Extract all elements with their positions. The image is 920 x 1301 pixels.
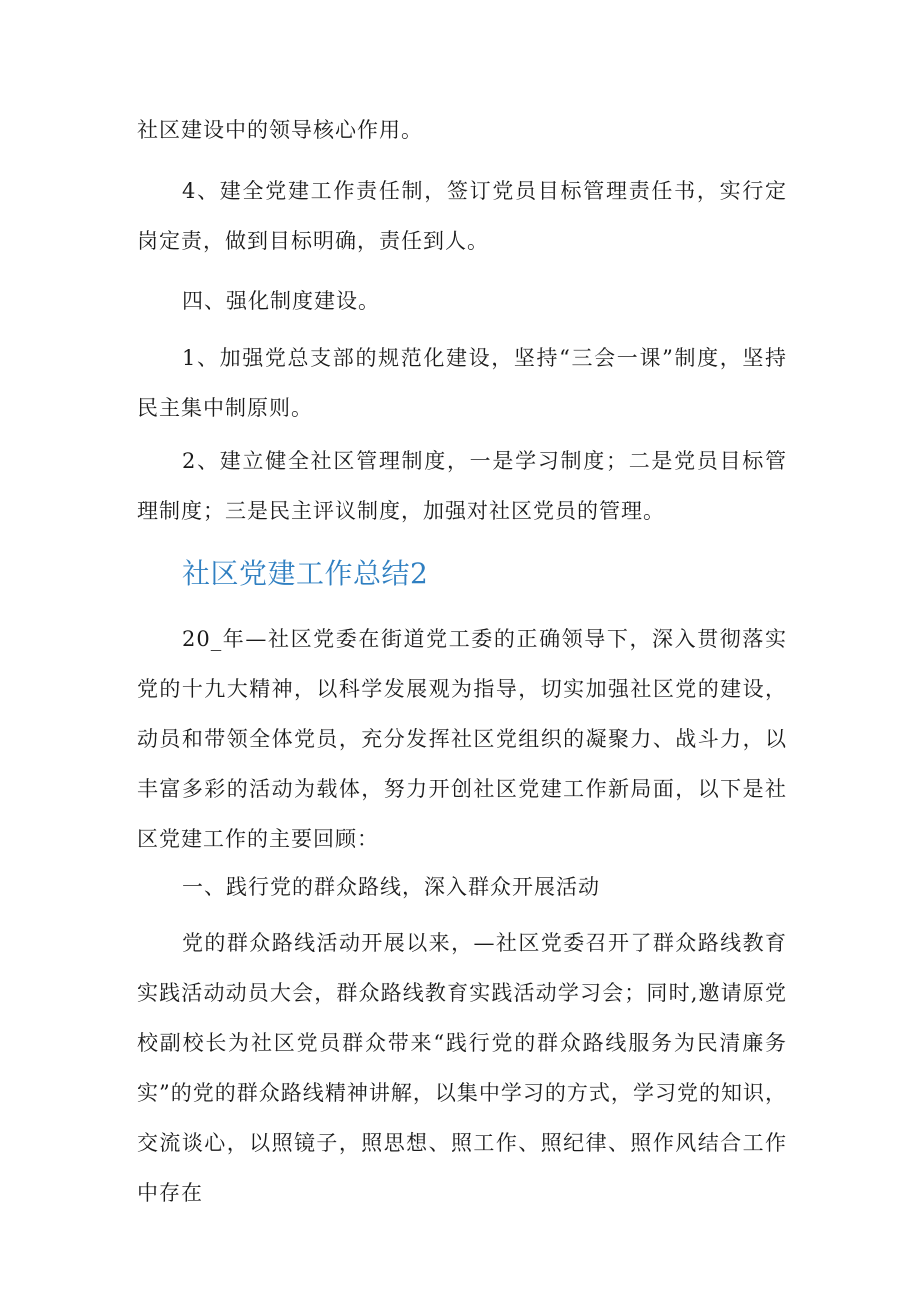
section-title: 社区党建工作总结2 [182, 557, 429, 590]
paragraph-item-2: 2、建立健全社区管理制度，一是学习制度；二是党员目标管理制度；三是民主评议制度，加强对社区党员的管理。 [137, 449, 787, 523]
paragraph-section-four: 四、强化制度建设。 [182, 289, 380, 313]
paragraph-summary-intro: 20_年—社区党委在街道党工委的正确领导下，深入贯彻落实党的十九大精神，以科学发展观为指导，切实加强社区党的建设，动员和带领全体党员，充分发挥社区党组织的凝聚力、战斗力，以丰富多彩的活动为载体，努力开创社区党建工作新局面，以下是社区党建工作的主要回顾： [137, 627, 787, 851]
paragraph-item-4: 4、建全党建工作责任制，签订党员目标管理责任书，实行定岗定责，做到目标明确，责任到人。 [137, 179, 787, 253]
paragraph-mass-line: 党的群众路线活动开展以来，—社区党委召开了群众路线教育实践活动动员大会，群众路线教育实践活动学习会；同时,邀请原党校副校长为社区党员群众带来“践行党的群众路线服务为民清廉务实”的党的群众路线精神讲解，以集中学习的方式，学习党的知识，交流谈心，以照镜子，照思想、照工作、照纪律、照作风结合工作中存在 [137, 931, 787, 1205]
paragraph-continuation: 社区建设中的领导核心作用。 [137, 118, 423, 142]
paragraph-subheading-one: 一、践行党的群众路线，深入群众开展活动 [182, 875, 600, 899]
paragraph-item-1: 1、加强党总支部的规范化建设，坚持“三会一课”制度，坚持民主集中制原则。 [137, 346, 787, 420]
